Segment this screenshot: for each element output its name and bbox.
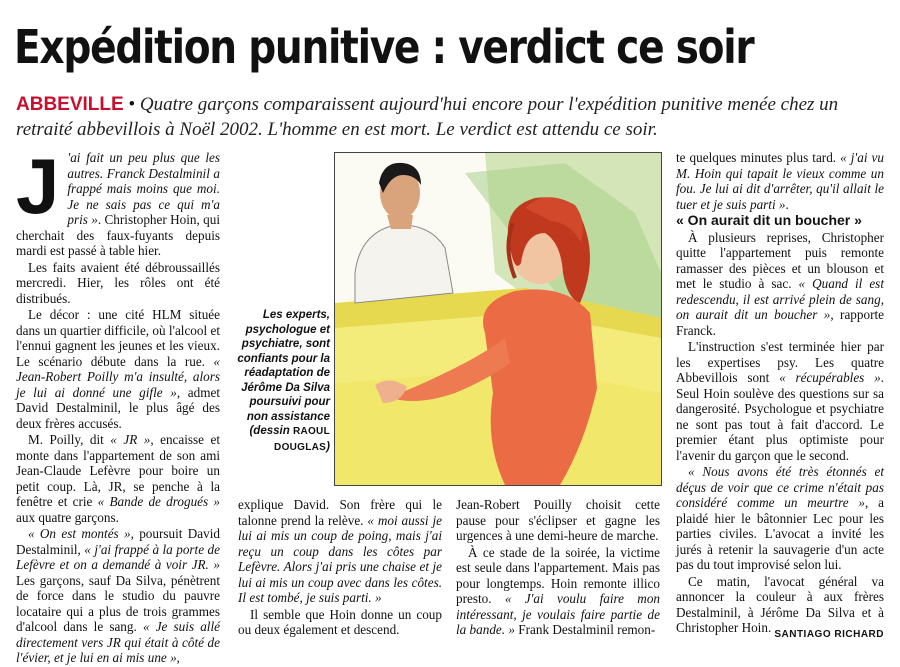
caption-text: Les experts, psychologue et psychiatre, sont confiants pour la réadaptation de Jérôme Da Silva poursuivi pour non assistance: [237, 309, 330, 423]
text: explique David. Son frère qui le talonne prend la relève.: [238, 497, 442, 528]
text: aux quatre garçons.: [16, 509, 119, 525]
paragraph: Il semble que Hoin donne un coup ou deux également et descend.: [238, 606, 442, 637]
text: À plusieurs reprises, Christopher quitte l'appartement puis remonte ramasser des pièces et un blouson et met le studio à sac.: [676, 229, 884, 291]
quote: « Quand il est redescendu, il est arrivé plein de sang, on aurait dit un boucher »: [676, 276, 884, 322]
quote: « JR »: [110, 432, 151, 447]
article-column-4: [676, 150, 884, 637]
text: L'instruction s'est terminée hier par les expertises psy. Les quatre Abbevillois sont: [676, 339, 884, 385]
paragraph: [456, 545, 660, 638]
article-column-2: [238, 497, 442, 639]
quote: 'ai fait un peu plus que les autres. Franck Destalminil a frappé mais moins que moi. Je ne sais pas ce qui m'a pris »: [67, 150, 220, 227]
paragraph: Les faits avaient été débroussaillés mercredi. Hier, les rôles ont été distribués.: [16, 259, 220, 306]
text: À ce stade de la soirée, la victime est seule dans l'appartement. Mais pas pour longtemps. Hoin remonte illico presto.: [456, 544, 660, 606]
quote: « moi aussi je lui ai mis un coup de poing, mais j'ai reçu un coup dans les côtes par Lefèvre. Alors j'ai pris une chaise et je lui ai mis un coup avec dans les côtes. Il est tombé, je suis parti. »: [238, 512, 442, 605]
dateline: ABBEVILLE: [16, 94, 124, 115]
text: , rapporte Franck.: [676, 307, 884, 338]
illustration-caption: [232, 308, 330, 455]
paragraph: Jean-Robert Pouilly choisit cette pause pour s'éclipser et gagne les urgences à une demi-heure de marche.: [456, 497, 660, 543]
text: . Seul Hoin soulève des questions sur sa dangerosité. Psychologue et psychiatre ne sont pas tout à fait d'accord. Le premier étant plus optimiste pour l'avenir du garçon que le second.: [676, 370, 884, 463]
quote: « Bande de drogués »: [97, 494, 221, 509]
article-column-3: [456, 497, 660, 639]
caption-credit: RAOUL DOUGLAS: [274, 426, 330, 453]
quote: « récupérables »: [779, 370, 881, 385]
paragraph: [16, 142, 220, 259]
text: , a plaidé hier le bâtonnier Lec pour les parties civiles. L'avocat a invité les jurés à retenir la sauvagerie d'un acte pas du tout improvisé selon lui.: [676, 495, 884, 572]
text: Les garçons, sauf Da Silva, pénètrent de force dans le studio du pauvre locataire qui a plus de trois grammes d'alcool dans le sang.: [16, 572, 220, 634]
text: M. Poilly, dit: [28, 432, 111, 447]
article-column-1: [16, 142, 221, 667]
paragraph: [676, 339, 884, 463]
author-signature: SANTIAGO RICHARD: [774, 629, 884, 640]
paragraph: [16, 307, 220, 431]
text: , poursuit David Destalminil,: [16, 526, 220, 557]
paragraph: [676, 150, 884, 212]
headline: Expédition punitive : verdict ce soir: [14, 20, 754, 74]
paragraph: [238, 497, 442, 606]
text: .: [785, 196, 789, 212]
text: Le décor : une cité HLM située dans un quartier difficile, où l'alcool et l'ennui gagnent les jeunes et les vieux. Le scénario débute dans la rue.: [16, 307, 220, 369]
dateline-bullet: •: [123, 94, 140, 115]
quote: « j'ai frappé à la porte de Lefèvre et on a demandé à voir JR. »: [16, 541, 220, 572]
quote: « Nous avons été très étonnés et déçus de voir que ce crime n'était pas considéré comme un meurtre »: [676, 464, 884, 510]
caption-credit-prefix: (dessin: [249, 425, 293, 437]
paragraph: [16, 432, 220, 525]
courtroom-drawing: [335, 153, 661, 485]
text: Frank Destalminil remon-: [514, 622, 656, 637]
paragraph: Ce matin, l'avocat général va annoncer la couleur à aux frères Destalminil, à Jérôme Da Silva et à Christopher Hoin.: [676, 573, 884, 635]
lead-text: Quatre garçons comparaissent aujourd'hui encore pour l'expédition punitive menée chez un retraité abbevillois à Noël 2002. L'homme en est mort. Le verdict est attendu ce soir.: [16, 94, 839, 140]
paragraph: [676, 230, 884, 339]
text: , encaisse et monte dans l'appartement de son ami Jean-Claude Lefèvre pour boire un petit coup. Là, JR, se penche à la fenêtre et crie: [16, 432, 221, 509]
quote: « On est montés »: [28, 526, 131, 541]
paragraph: [676, 464, 884, 573]
subheading: « On aurait dit un boucher »: [676, 212, 862, 228]
quote: « j'ai vu M. Hoin qui tapait le vieux comme un fou. Je lui ai dit d'arrêter, qu'il allait le tuer et je suis parti »: [676, 150, 884, 212]
courtroom-illustration: [334, 152, 662, 486]
caption-credit-suffix: ): [326, 440, 330, 453]
lead-paragraph: [16, 92, 888, 142]
text: ,: [176, 650, 180, 665]
text: te quelques minutes plus tard.: [676, 150, 841, 165]
quote: « Jean-Robert Poilly m'a insulté, alors je lui ai donné une gifle »: [16, 353, 220, 400]
text: . Christopher Hoin, qui cherchait des faux-fuyants depuis mardi est passé à table hier.: [16, 212, 220, 258]
paragraph: [16, 526, 220, 666]
drop-cap: J: [16, 142, 60, 230]
quote: « J'ai voulu faire mon intéressant, je voulais faire partie de la bande. »: [456, 591, 661, 637]
quote: « Je suis allé directement vers JR qui était à côté de l'évier, et je lui en ai mis une »: [16, 619, 220, 665]
text: , admet David Destalminil, le plus âgé des deux frères accusés.: [16, 384, 220, 431]
